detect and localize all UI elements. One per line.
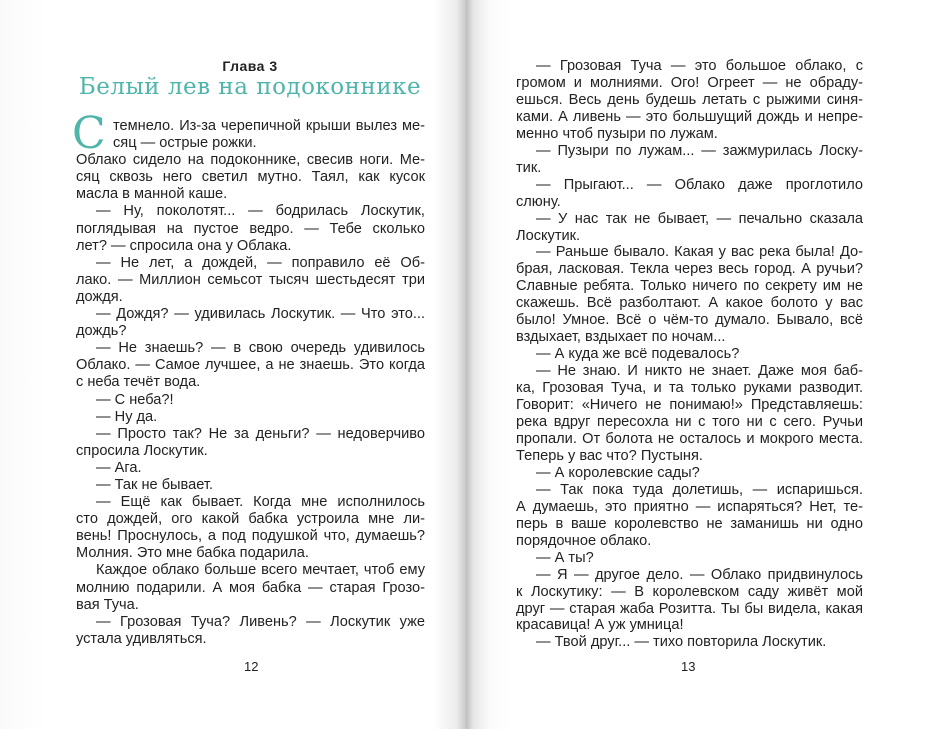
text-line: — Так не бывает.: [96, 476, 213, 493]
paragraph: [76, 340, 425, 391]
paragraph: [516, 211, 863, 245]
text-line: — Дождя? — удивилась Лоскутик. — Что это...: [96, 306, 425, 323]
text-line: — Раньше бывало. Какая у вас река была! До-: [536, 244, 863, 261]
chapter-label: Глава 3: [222, 58, 278, 74]
text-line: — Я — другое дело. — Облако придвинулось: [536, 566, 863, 583]
text-line: сяц сквозь него светил мутно. Таял, как кусок: [76, 169, 425, 186]
text-line: — Не знаешь? — в свою очередь удивилось: [96, 340, 425, 357]
text-line: с неба течёт вода.: [76, 374, 201, 391]
text-line: сто дождей, ого какой бабка устроила мне ли-: [76, 511, 425, 528]
text-line: — Ну да.: [96, 408, 158, 425]
paragraph: [516, 550, 863, 567]
text-line: — А королевские сады?: [536, 464, 700, 481]
paragraph: [76, 494, 425, 562]
text-line: А думаешь, это приятно — испаряться? Нет, те-: [516, 498, 863, 515]
text-line: устала удивляться.: [76, 630, 207, 647]
text-line: темнело. Из-за черепичной крыши вылез ме-: [113, 118, 425, 134]
text-line: — Ну, поколотят... — бодрилась Лоскутик,: [96, 203, 425, 220]
text-line: друг — старая жаба Розитта. Ты бы видела, какая: [516, 600, 863, 617]
text-line: Теперь у вас что? Пустыня.: [516, 447, 703, 464]
text-line: перь в ваше королевство не заманишь ни одно: [516, 515, 863, 532]
paragraph: [76, 477, 425, 494]
right-page: [466, 0, 938, 729]
text-line: — Просто так? Не за деньги? — недоверчиво: [96, 425, 425, 442]
paragraph: [516, 177, 863, 211]
text-line: — У нас так не бывает, — печально сказала: [536, 210, 863, 227]
text-line: — Не знаю. И никто не знает. Даже моя баб-: [536, 363, 863, 380]
paragraph: [76, 409, 425, 426]
left-page-text: [72, 108, 425, 648]
text-line: — Так пока туда долетишь, — испаришься.: [536, 481, 863, 498]
text-line: — Прыгают... — Облако даже проглотило: [536, 176, 863, 193]
text-line: — А ты?: [536, 549, 594, 566]
page-number: 13: [681, 659, 696, 674]
chapter-title: Белый лев на подоконнике: [78, 74, 422, 100]
paragraph: [76, 614, 425, 648]
text-line: — Грозовая Туча? Ливень? — Лоскутик уже: [96, 613, 425, 630]
text-line: дождя.: [76, 288, 123, 305]
left-page: [0, 0, 466, 729]
text-line: — С неба?!: [96, 391, 174, 408]
text-line: Облако сидело на подоконнике, свесив ноги. Ме-: [76, 152, 425, 169]
paragraph: [516, 363, 863, 465]
text-line: громом и молниями. Ого! Огреет — не обраду-: [516, 74, 863, 91]
paragraph: [516, 244, 863, 346]
text-line: — А куда же всё подевалось?: [536, 346, 740, 363]
text-line: было! Умное. Всё о чём-то думало. Бывало, всё: [516, 312, 863, 329]
paragraph: [516, 634, 863, 651]
text-line: менно чтоб пузыри по лужам.: [516, 125, 718, 142]
text-line: Облако. — Самое лучшее, а не знаешь. Это когда: [76, 357, 425, 374]
text-line: — Ещё как бывает. Когда мне исполнилось: [96, 494, 425, 511]
paragraph: [76, 392, 425, 409]
text-line: молнию подарили. А моя бабка — старая Грозо-: [76, 579, 425, 596]
text-line: вень! Проснулось, а под подушкой что, думаешь?: [76, 528, 425, 545]
text-line: — Твой друг... — тихо повторила Лоскутик.: [536, 634, 827, 651]
text-line: к Лоскутику: — В королевском саду живёт мой: [516, 583, 863, 600]
paragraph: [76, 426, 425, 460]
paragraph: [76, 562, 425, 613]
text-line: — Не лет, а дождей, — поправило её Об-: [96, 254, 425, 271]
text-line: пропали. От болота не осталось и мокрого места.: [516, 430, 863, 447]
paragraph: [76, 255, 425, 306]
text-line: — Грозовая Туча — это большое облако, с: [536, 58, 863, 74]
text-line: сяц — острые рожки.: [113, 135, 257, 152]
text-line: Каждое облако больше всего мечтает, чтоб ему: [96, 562, 425, 579]
text-line: Говорит: «Ничего не понимаю!» Представляешь:: [516, 397, 863, 414]
text-line: — Ага.: [96, 459, 142, 476]
text-line: красавица! А уж умница!: [516, 617, 684, 634]
text-line: слюну.: [516, 193, 561, 210]
text-line: вая Туча.: [76, 596, 139, 613]
text-line: брая, ласковая. Текла через весь город. А ручьи?: [516, 261, 863, 278]
drop-cap: С: [72, 108, 106, 159]
page-number: 12: [244, 659, 259, 674]
paragraph: [516, 58, 863, 143]
paragraph: [76, 118, 425, 152]
paragraph: [516, 346, 863, 363]
text-line: дождь?: [76, 323, 127, 340]
paragraph: [76, 203, 425, 254]
paragraph: [516, 482, 863, 550]
text-line: — Пузыри по лужам... — зажмурилась Лоску-: [536, 142, 863, 159]
text-line: Лоскутик.: [516, 227, 581, 244]
text-line: спросила Лоскутик.: [76, 442, 208, 459]
paragraph: [516, 465, 863, 482]
text-line: лет? — спросила она у Облака.: [76, 237, 292, 254]
paragraph: [516, 143, 863, 177]
text-line: скажешь. Всё разболтают. А какое болото у вас: [516, 295, 863, 312]
text-line: река вдруг пересохла ни с того ни с сего. Ручьи: [516, 414, 863, 431]
text-line: ка, Грозовая Туча, и та только руками разводит.: [516, 380, 863, 397]
text-line: Славные ребята. Только ничего по секрету им не: [516, 278, 863, 295]
paragraph: [76, 152, 425, 203]
text-line: порядочное облако.: [516, 532, 652, 549]
paragraph: [516, 567, 863, 635]
text-line: ешься. Весь день будешь летать с рыжими синя-: [516, 91, 863, 108]
text-line: масла в манной каше.: [76, 186, 228, 203]
text-line: лако. — Миллион семьсот тысяч шестьдесят три: [76, 271, 425, 288]
right-page-text: [516, 58, 863, 651]
text-line: тик.: [516, 159, 542, 176]
paragraph: [76, 460, 425, 477]
paragraph: [76, 306, 425, 340]
text-line: поглядывая на пустое ведро. — Тебе сколько: [76, 220, 425, 237]
text-line: вздыхает, вздыхает по ночам...: [516, 329, 726, 346]
text-line: Молния. Это мне бабка подарила.: [76, 545, 309, 562]
text-line: ками. А ливень — это большущий дождь и непре-: [516, 108, 863, 125]
